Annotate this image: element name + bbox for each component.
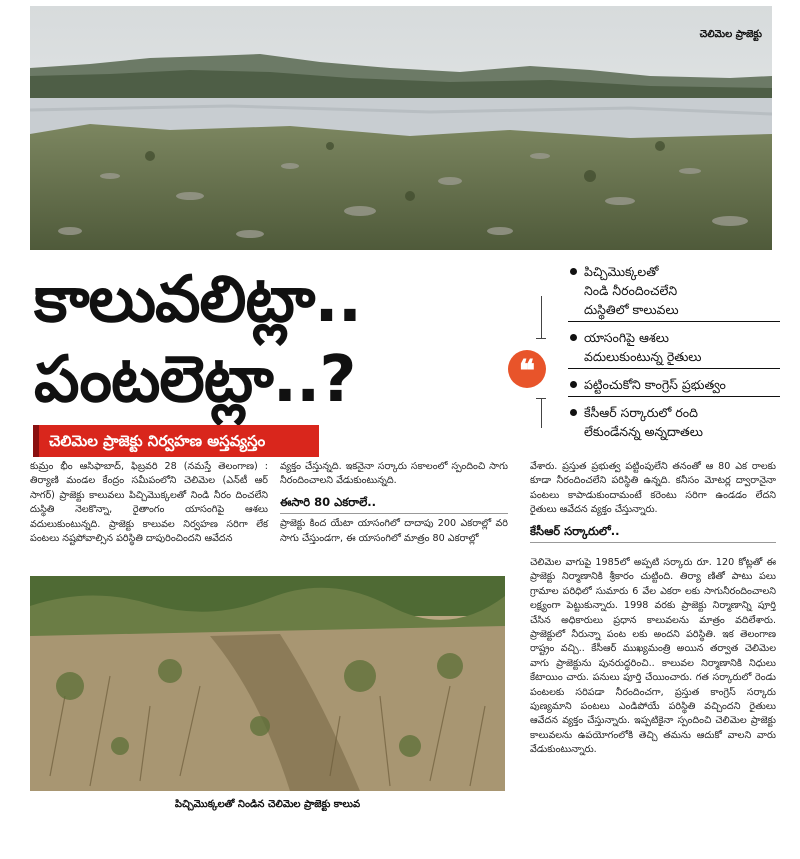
- section-rule: [280, 513, 508, 514]
- subhead-banner: చెలిమెల ప్రాజెక్టు నిర్వహణ అస్తవ్యస్తం: [33, 425, 319, 457]
- bullet-item: పట్టించుకోని కాంగ్రెస్ ప్రభుత్వం: [568, 375, 780, 397]
- highlight-bullets: [568, 262, 780, 449]
- divider-line-top: [541, 296, 542, 338]
- divider-tick-top: [536, 338, 546, 339]
- article-paragraph: ప్రాజెక్టు కింద యేటా యాసంగిలో దాదాపు 200 ఎకరాల్లో వరి సాగు చేస్తుండగా, ఈ యాసంగిలో మాత్రం 80 ఎకరాల్లో: [280, 518, 508, 544]
- article-paragraph: వేశారు. ప్రస్తుత ప్రభుత్వ పట్టింపులేని తనంతో ఆ 80 ఎక రాలకు కూడా నీరందించలేని పరిస్థితి ఉన్నది. కనీసం మోటర్ల ద్వారానైనా పంటలు కాపాడుకుందామంటే కరెంటు సరిగా ఉండడం లేదని రైతులు ఆవేదన వ్యక్తం చేస్తున్నారు.: [530, 461, 776, 516]
- overgrown-canal-image: [30, 576, 505, 791]
- section-heading: కేసీఆర్ సర్కారులో..: [530, 523, 620, 538]
- article-paragraph: కుమ్రం భీం ఆసిఫాబాద్, ఫిబ్రవరి 28 (నమస్తే తెలంగాణ) : తిర్యాణి మండల కేంద్రం సమీపంలోని చెలిమెల (ఎన్‌టీ ఆర్ సాగర్) ప్రాజెక్టు కాలువలు పిచ్చిమొక్కలతో నిండి నీరం దించలేని దుస్థితి నెలకొన్నా, రైతాంగం యాసంగిపై ఆశలు వదులుకుంటున్నది. ప్రాజెక్టు కాలువల నిర్వహణ సరిగా లేక పంటలు నష్టపోవాల్సిన పరిస్థితి దాపురించిందని ఆవేదన: [30, 461, 268, 545]
- photo-caption: పిచ్చిమొక్కలతో నిండిన చెలిమెల ప్రాజెక్టు కాలువ: [174, 799, 361, 810]
- top-photo: [30, 6, 772, 250]
- article-column-3-continued: [530, 556, 776, 758]
- article-paragraph: వ్యక్తం చేస్తున్నది. ఇకనైనా సర్కారు సకాలంలో స్పందించి సాగు నీరందించాలని వేడుకుంటున్నది.: [280, 461, 508, 487]
- bullet-item: పిచ్చిమొక్కలతో నిండి నీరందించలేని దుస్థితిలో కాలువలు: [568, 262, 780, 322]
- section-rule: [530, 542, 776, 543]
- bullet-item: యాసంగిపై ఆశలు వదులుకుంటున్న రైతులు: [568, 328, 780, 369]
- article-column-1: [30, 460, 268, 546]
- article-column-2: [280, 460, 508, 546]
- quote-icon: ❝: [508, 350, 546, 388]
- photo-tag: చెలిమెల ప్రాజెక్టు: [699, 29, 762, 40]
- reservoir-landscape-image: [30, 6, 772, 250]
- section-heading: ఈసారి 80 ఎకరాలే..: [280, 494, 376, 509]
- article-column-3: [530, 460, 776, 543]
- divider-line-bottom: [541, 398, 542, 428]
- article-paragraph: చెలిమెల వాగుపై 1985లో అప్పటి సర్కారు రూ. 120 కోట్లతో ఈ ప్రాజెక్టు నిర్మాణానికి శ్రీకారం చుట్టింది. తిర్యా ణితో పాటు పలు గ్రామాల పరిధిలో సుమారు 6 వేల ఎకరా లకు సాగునీరందించాలని లక్ష్యంగా పెట్టుకున్నారు. 1998 వరకు ప్రాజెక్టు నిర్మాణాన్ని పూర్తి చేసిన అధికారులు ప్రధాన కాలువలను మాత్రం వదిలేశారు. ప్రాజెక్టులో నీరున్నా పంట లకు అందని పరిస్థితి. ఇక తెలంగాణ రాష్ట్రం వచ్చి.. కేసీఆర్ ముఖ్యమంత్రి అయిన తర్వాత చెలిమెల వాగు ప్రాజెక్టును పునరుద్ధరించి.. కాలువల నిర్మాణానికి నిధులు కేటాయిం చారు. పనులు పూర్తి చేయించారు. గత సర్కారులో రెండు పంటలకు సరిపడా నీరందించగా, ప్రస్తుత కాంగ్రెస్ సర్కారు పుణ్యమాని పంటలు ఎండిపోయే పరిస్థితి వచ్చిందని రైతులు ఆవేదన వ్యక్తం చేస్తున్నారు. ఇప్పటికైనా స్పందించి చెలిమెల ప్రాజెక్టు కాలువలను ఉపయోగంలోకి తెచ్చి తమను ఆదుకో వాలని వారు వేడుకుంటున్నారు.: [530, 557, 776, 756]
- bottom-photo: [30, 576, 505, 791]
- bullet-item: కేసీఆర్ సర్కారులో రంది లేకుండేనన్న అన్నదాతలు: [568, 403, 780, 443]
- headline-line-2: పంటలెట్లా..?: [34, 343, 356, 417]
- headline-line-1: కాలువలిట్లా..: [34, 263, 362, 337]
